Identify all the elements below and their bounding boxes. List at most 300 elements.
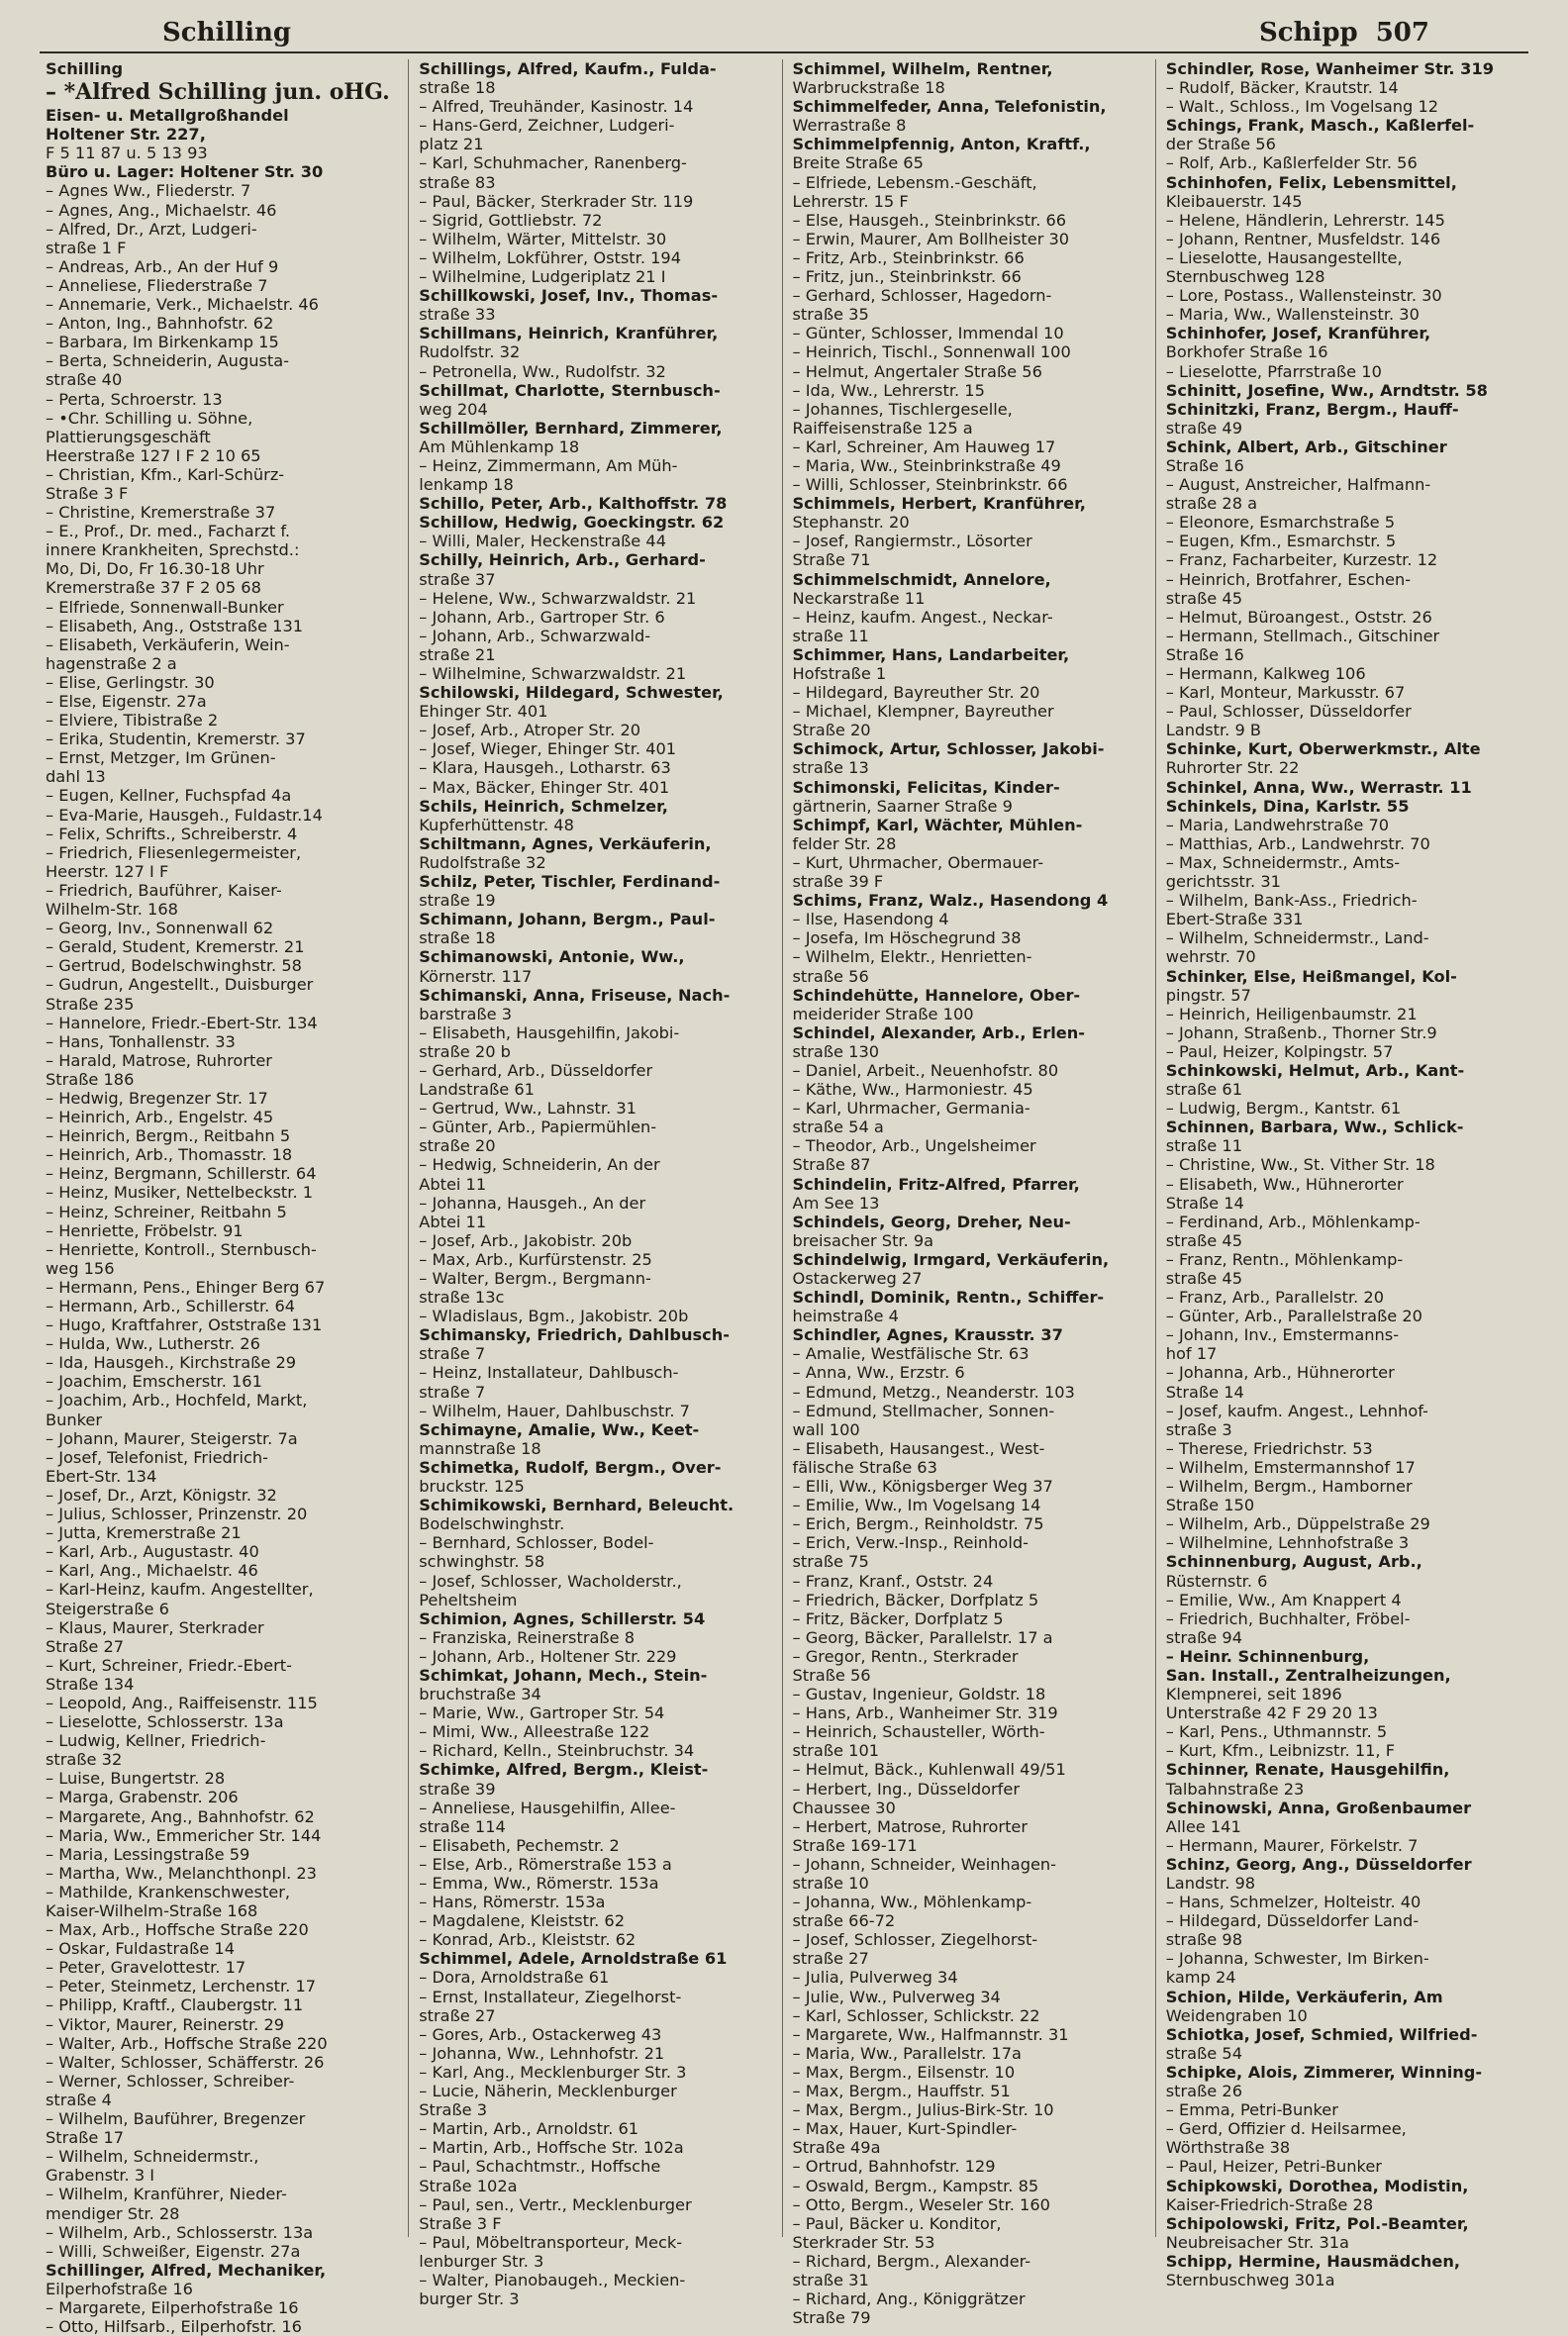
directory-entry-line: Schimmels, Herbert, Kranführer,	[792, 494, 1086, 514]
directory-entry-line: – Erich, Verw.-Insp., Reinhold-	[792, 1533, 1029, 1553]
directory-entry-line: – Heinz, Schreiner, Reitbahn 5	[46, 1202, 287, 1221]
directory-entry-line: – Anna, Ww., Erzstr. 6	[792, 1363, 965, 1383]
directory-entry-line: Rudolfstraße 32	[419, 852, 546, 872]
directory-entry-line: – Wilhelmine, Schwarzwaldstr. 21	[419, 664, 687, 683]
directory-entry-line: Straße 102a	[419, 2176, 518, 2195]
directory-entry-line: Straße 14	[1165, 1193, 1244, 1213]
directory-entry-line: straße 27	[792, 1949, 869, 1969]
directory-entry-line: Am See 13	[792, 1193, 880, 1213]
directory-entry-line: – Kurt, Kfm., Leibnizstr. 11, F	[1165, 1741, 1396, 1761]
directory-entry-line: – Hans, Arb., Wanheimer Str. 319	[792, 1703, 1058, 1723]
directory-entry-line: – Ernst, Metzger, Im Grünen-	[46, 748, 276, 768]
directory-entry-line: – Peter, Steinmetz, Lerchenstr. 17	[46, 1977, 317, 1996]
directory-entry-line: weg 204	[419, 399, 488, 419]
directory-entry-line: – Georg, Bäcker, Parallelstr. 17 a	[792, 1627, 1053, 1647]
directory-entry-line: Schimpf, Karl, Wächter, Mühlen-	[792, 815, 1083, 834]
directory-entry-line: – Hedwig, Bregenzer Str. 17	[46, 1088, 268, 1108]
directory-entry-line: – Maria, Lessingstraße 59	[46, 1844, 250, 1864]
directory-entry-line: – Paul, sen., Vertr., Mecklenburger	[419, 2194, 692, 2214]
directory-entry-line: – Maria, Ww., Steinbrinkstraße 49	[792, 455, 1061, 475]
directory-entry-line: straße 54	[1165, 2043, 1243, 2063]
directory-entry-line: – Paul, Bäcker, Sterkrader Str. 119	[419, 191, 694, 211]
directory-entry-line: – Johanna, Hausgeh., An der	[419, 1193, 646, 1213]
directory-entry-line: Eisen- u. Metallgroßhandel	[46, 106, 289, 126]
directory-entry-line: – Gertrud, Bodelschwinghstr. 58	[46, 956, 302, 976]
directory-entry-line: – Heinrich, Bergm., Reitbahn 5	[46, 1126, 291, 1146]
directory-entry-line: – Hermann, Stellmach., Gitschiner	[1165, 626, 1440, 645]
directory-entry-line: – Willi, Maler, Heckenstraße 44	[419, 532, 667, 551]
directory-entry-line: – Hermann, Arb., Schillerstr. 64	[46, 1297, 296, 1315]
directory-entry-line: Ruhrorter Str. 22	[1165, 758, 1300, 778]
directory-entry-line: – Heinrich, Arb., Thomasstr. 18	[46, 1145, 293, 1165]
directory-entry-line: – Josef, Schlosser, Wacholderstr.,	[419, 1571, 682, 1591]
directory-entry-line: Kremerstraße 37 F 2 05 68	[46, 578, 261, 598]
directory-entry-line: – Heinrich, Heiligenbaumstr. 21	[1165, 1004, 1418, 1023]
directory-entry-line: – Max, Bergm., Eilsenstr. 10	[792, 2062, 1016, 2082]
directory-entry-line: – Amalie, Westfälische Str. 63	[792, 1344, 1029, 1364]
directory-entry-line: – Oswald, Bergm., Kampstr. 85	[792, 2176, 1039, 2195]
directory-entry-line: mendiger Str. 28	[46, 2203, 180, 2223]
directory-entry-line: lenburger Str. 3	[419, 2251, 544, 2271]
directory-entry-line: – Josef, Schlosser, Ziegelhorst-	[792, 1930, 1038, 1950]
directory-entry-line: Talbahnstraße 23	[1165, 1779, 1305, 1799]
directory-entry-line: – Konrad, Arb., Kleiststr. 62	[419, 1930, 637, 1950]
directory-entry-line: – Luise, Bungertstr. 28	[46, 1769, 226, 1789]
directory-entry-line: Warbruckstraße 18	[792, 78, 945, 98]
directory-entry-line: – Else, Hausgeh., Steinbrinkstr. 66	[792, 210, 1067, 230]
directory-entry-line: Schion, Hilde, Verkäuferin, Am	[1165, 1987, 1443, 2006]
directory-entry-line: – Heinz, Zimmermann, Am Müh-	[419, 455, 678, 475]
directory-entry-line: felder Str. 28	[792, 833, 897, 853]
directory-entry-line: – Therese, Friedrichstr. 53	[1165, 1438, 1373, 1458]
directory-entry-line: Schink, Albert, Arb., Gitschiner	[1165, 437, 1447, 456]
directory-entry-line: – Lore, Postass., Wallensteinstr. 30	[1165, 286, 1442, 306]
directory-entry-line: – Julie, Ww., Pulverweg 34	[792, 1987, 1001, 2006]
directory-entry-line: – Paul, Schachtmstr., Hoffsche	[419, 2157, 661, 2177]
directory-entry-line: – Max, Schneidermstr., Amts-	[1165, 852, 1401, 872]
directory-entry-line: Grabenstr. 3 I	[46, 2166, 155, 2186]
directory-entry-line: Rudolfstr. 32	[419, 342, 521, 362]
directory-entry-line: bruckstr. 125	[419, 1477, 525, 1497]
directory-entry-line: – Matthias, Arb., Landwehrstr. 70	[1165, 833, 1430, 853]
directory-entry-line: Kleibauerstr. 145	[1165, 191, 1303, 211]
directory-entry-line: – Emma, Ww., Römerstr. 153a	[419, 1874, 659, 1893]
directory-entry-line: Straße 3 F	[46, 483, 129, 503]
directory-entry-line: Straße 169-171	[792, 1835, 918, 1855]
directory-entry-line: Straße 134	[46, 1674, 135, 1694]
directory-entry-line: – Erwin, Maurer, Am Bollheister 30	[792, 229, 1070, 248]
directory-entry-line: Eilperhofstraße 16	[46, 2279, 193, 2298]
directory-entry-line: – Paul, Heizer, Kolpingstr. 57	[1165, 1041, 1394, 1061]
directory-entry-line: Schinkel, Anna, Ww., Werrastr. 11	[1165, 777, 1472, 797]
directory-entry-line: – Josef, Arb., Jakobistr. 20b	[419, 1230, 633, 1250]
directory-entry-line: – Karl, Schlosser, Schlickstr. 22	[792, 2005, 1040, 2025]
directory-entry-line: – Johann, Arb., Gartroper Str. 6	[419, 607, 665, 627]
directory-entry-line: – Rolf, Arb., Kaßlerfelder Str. 56	[1165, 153, 1418, 173]
directory-entry-line: straße 40	[46, 370, 123, 390]
directory-entry-line: – Mathilde, Krankenschwester,	[46, 1882, 291, 1901]
directory-entry-line: – Paul, Bäcker u. Konditor,	[792, 2213, 1002, 2233]
directory-entry-line: Schimmel, Adele, Arnoldstraße 61	[419, 1949, 728, 1969]
directory-entry-line: – Heinr. Schinnenburg,	[1165, 1646, 1370, 1666]
directory-entry-line: Unterstraße 42 F 29 20 13	[1165, 1703, 1378, 1723]
directory-entry-line: wehrstr. 70	[1165, 947, 1256, 967]
directory-entry-line: Straße 79	[792, 2308, 871, 2328]
directory-entry-line: – Ferdinand, Arb., Möhlenkamp-	[1165, 1212, 1421, 1231]
directory-entry-line: – Rudolf, Bäcker, Krautstr. 14	[1165, 78, 1399, 98]
directory-entry-line: Rüsternstr. 6	[1165, 1571, 1268, 1591]
directory-entry-line: straße 45	[1165, 588, 1243, 608]
directory-entry-line: Schimock, Artur, Schlosser, Jakobi-	[792, 739, 1105, 759]
directory-entry-line: Wilhelm-Str. 168	[46, 900, 178, 920]
directory-entry-line: – Karl, Pens., Uthmannstr. 5	[1165, 1722, 1388, 1742]
directory-entry-line: – Gudrun, Angestellt., Duisburger	[46, 975, 314, 995]
directory-entry-line: – Hans, Tonhallenstr. 33	[46, 1031, 236, 1051]
directory-entry-line: – Wilhelm, Arb., Düppelstraße 29	[1165, 1514, 1430, 1534]
directory-entry-line: – Alfred, Dr., Arzt, Ludgeri-	[46, 219, 257, 239]
directory-entry-line: Straße 186	[46, 1069, 135, 1089]
directory-entry-line: – Johann, Inv., Emstermanns-	[1165, 1325, 1400, 1345]
directory-entry-line: straße 75	[792, 1552, 869, 1572]
directory-entry-line: – Josef, Dr., Arzt, Königstr. 32	[46, 1485, 277, 1505]
directory-entry-line: – Wilhelm, Elektr., Henrietten-	[792, 947, 1032, 967]
directory-entry-line: straße 20	[419, 1136, 496, 1156]
directory-entry-line: Schimmelschmidt, Annelore,	[792, 569, 1051, 589]
directory-entry-line: F 5 11 87 u. 5 13 93	[46, 144, 208, 163]
directory-entry-line: Abtei 11	[419, 1212, 487, 1231]
directory-entry-line: Ostackerweg 27	[792, 1269, 923, 1288]
directory-entry-line: Sternbuschweg 128	[1165, 267, 1325, 287]
directory-entry-line: Schillmans, Heinrich, Kranführer,	[419, 324, 719, 343]
directory-entry-line: Klempnerei, seit 1896	[1165, 1685, 1342, 1704]
directory-entry-line: straße 28 a	[1165, 494, 1258, 514]
directory-entry-line: – Mimi, Ww., Alleestraße 122	[419, 1722, 650, 1742]
directory-entry-line: – Max, Bergm., Hauffstr. 51	[792, 2082, 1011, 2101]
directory-entry-line: – Sigrid, Gottliebstr. 72	[419, 210, 603, 230]
directory-entry-line: Schipke, Alois, Zimmerer, Winning-	[1165, 2062, 1483, 2082]
directory-entry-line: straße 66-72	[792, 1911, 896, 1931]
page-number: 507	[1375, 18, 1429, 48]
directory-entry-line: – Anneliese, Hausgehilfin, Allee-	[419, 1798, 676, 1817]
directory-entry-line: straße 39 F	[792, 872, 884, 892]
directory-entry-line: – Josef, Wieger, Ehinger Str. 401	[419, 739, 677, 759]
directory-entry-line: – Lieselotte, Schlosserstr. 13a	[46, 1712, 284, 1732]
directory-entry-line: – Karl, Monteur, Markusstr. 67	[1165, 683, 1406, 703]
directory-entry-line: Landstraße 61	[419, 1080, 535, 1100]
directory-entry-line: Straße 14	[1165, 1382, 1244, 1402]
directory-column-4	[1165, 59, 1528, 2289]
directory-entry-line: Schillmat, Charlotte, Sternbusch-	[419, 380, 721, 400]
directory-entry-line: – Johann, Arb., Holtener Str. 229	[419, 1646, 677, 1666]
directory-entry-line: Mo, Di, Do, Fr 16.30-18 Uhr	[46, 559, 264, 579]
directory-entry-line: Hofstraße 1	[792, 664, 887, 683]
directory-entry-line: – Franz, Facharbeiter, Kurzestr. 12	[1165, 550, 1438, 570]
directory-entry-line: Schindehütte, Hannelore, Ober-	[792, 985, 1081, 1005]
directory-entry-line: burger Str. 3	[419, 2289, 520, 2309]
directory-entry-line: straße 10	[792, 1874, 869, 1893]
directory-entry-line: – •Chr. Schilling u. Söhne,	[46, 408, 253, 428]
directory-entry-line: straße 26	[1165, 2082, 1243, 2101]
directory-entry-line: Schimansky, Friedrich, Dahlbusch-	[419, 1325, 730, 1345]
directory-entry-line: – Johann, Straßenb., Thorner Str.9	[1165, 1022, 1437, 1042]
directory-entry-line: Schimanski, Anna, Friseuse, Nach-	[419, 985, 731, 1005]
directory-entry-line: wall 100	[792, 1419, 860, 1439]
directory-entry-line: – Erika, Studentin, Kremerstr. 37	[46, 730, 306, 749]
directory-columns	[46, 59, 1528, 2336]
directory-entry-line: schwinghstr. 58	[419, 1552, 545, 1572]
directory-entry-line: barstraße 3	[419, 1004, 513, 1023]
directory-entry-line: – Hans, Römerstr. 153a	[419, 1893, 606, 1912]
directory-entry-line: – Johann, Arb., Schwarzwald-	[419, 626, 651, 645]
directory-entry-line: – Christine, Ww., St. Vither Str. 18	[1165, 1155, 1435, 1175]
directory-entry-line: Plattierungsgeschäft	[46, 427, 211, 446]
directory-entry-line: – Christian, Kfm., Karl-Schürz-	[46, 464, 285, 484]
directory-entry-line: – Elise, Gerlingstr. 30	[46, 672, 215, 692]
directory-entry-line: straße 61	[1165, 1080, 1243, 1100]
directory-entry-line: straße 49	[1165, 418, 1243, 438]
directory-entry-line: Schils, Heinrich, Schmelzer,	[419, 796, 668, 816]
directory-entry-line: Ebert-Str. 134	[46, 1466, 157, 1486]
directory-entry-line: straße 13	[792, 758, 869, 778]
directory-entry-line: Sternbuschweg 301a	[1165, 2270, 1335, 2289]
directory-entry-line: – Heinrich, Schausteller, Wörth-	[792, 1722, 1045, 1742]
directory-entry-line: Schindl, Dominik, Rentn., Schiffer-	[792, 1288, 1105, 1308]
directory-entry-line: – Wilhelm, Schneidermstr.,	[46, 2147, 259, 2167]
directory-entry-line: – Lieselotte, Hausangestellte,	[1165, 247, 1403, 267]
directory-entry-line: – Herbert, Ing., Düsseldorfer	[792, 1779, 1020, 1799]
directory-entry-line: – Michael, Klempner, Bayreuther	[792, 702, 1054, 722]
directory-entry-line: Straße 17	[46, 2128, 125, 2148]
directory-entry-line: heimstraße 4	[792, 1307, 899, 1326]
directory-entry-line: Schipkowski, Dorothea, Modistin,	[1165, 2176, 1469, 2195]
directory-entry-line: – Joachim, Emscherstr. 161	[46, 1372, 262, 1392]
directory-entry-line: Straße 49a	[792, 2138, 881, 2158]
directory-entry-line: – Johanna, Ww., Lehnhofstr. 21	[419, 2043, 665, 2063]
directory-entry-line: Schillo, Peter, Arb., Kalthoffstr. 78	[419, 494, 728, 514]
directory-entry-line: Schings, Frank, Masch., Kaßlerfel-	[1165, 116, 1475, 136]
running-head-right	[1259, 18, 1429, 48]
directory-entry-line: Sterkrader Str. 53	[792, 2232, 935, 2252]
directory-entry-line: – Heinz, Installateur, Dahlbusch-	[419, 1363, 679, 1383]
directory-entry-line: – Emma, Petri-Bunker	[1165, 2100, 1338, 2120]
directory-entry-line: Schindel, Alexander, Arb., Erlen-	[792, 1022, 1085, 1042]
directory-entry-line: – August, Anstreicher, Halfmann-	[1165, 475, 1431, 495]
directory-entry-line: – Heinz, Musiker, Nettelbeckstr. 1	[46, 1183, 314, 1203]
page-header	[40, 10, 1528, 53]
directory-entry-line: – Elisabeth, Verkäuferin, Wein-	[46, 634, 290, 654]
directory-entry-line: – Martin, Arb., Hoffsche Str. 102a	[419, 2138, 684, 2158]
directory-entry-line: – Werner, Schlosser, Schreiber-	[46, 2071, 295, 2091]
directory-entry-line: Schillkowski, Josef, Inv., Thomas-	[419, 286, 719, 306]
directory-entry-line: – Hermann, Maurer, Förkelstr. 7	[1165, 1835, 1419, 1855]
directory-entry-line: – Elfriede, Lebensm.-Geschäft,	[792, 172, 1037, 192]
directory-entry-line: Schinke, Kurt, Oberwerkmstr., Alte	[1165, 739, 1481, 759]
directory-entry-line: Straße 87	[792, 1155, 871, 1175]
directory-entry-line: Schillow, Hedwig, Goeckingstr. 62	[419, 513, 725, 533]
directory-entry-line: straße 1 F	[46, 238, 127, 257]
directory-entry-line: dahl 13	[46, 767, 106, 787]
directory-entry-line: straße 101	[792, 1741, 880, 1761]
directory-entry-line: Kupferhüttenstr. 48	[419, 815, 574, 834]
directory-entry-line: – Eugen, Kfm., Esmarchstr. 5	[1165, 532, 1397, 551]
directory-entry-line: – Eva-Marie, Hausgeh., Fuldastr.14	[46, 805, 323, 825]
directory-entry-line: – Ida, Hausgeh., Kirchstraße 29	[46, 1353, 297, 1373]
directory-entry-line: – Johann, Rentner, Musfeldstr. 146	[1165, 229, 1441, 248]
directory-entry-line: – Gerhard, Schlosser, Hagedorn-	[792, 286, 1052, 306]
directory-entry-line: – Maria, Ww., Wallensteinstr. 30	[1165, 305, 1420, 325]
directory-entry-line: – Hermann, Pens., Ehinger Berg 67	[46, 1277, 326, 1297]
directory-entry-line: Schimmelpfennig, Anton, Kraftf.,	[792, 135, 1091, 154]
directory-entry-line: mannstraße 18	[419, 1438, 541, 1458]
directory-entry-line: Schinker, Else, Heißmangel, Kol-	[1165, 966, 1457, 986]
directory-entry-line: – Walter, Schlosser, Schäfferstr. 26	[46, 2052, 325, 2072]
directory-entry-line: – Julia, Pulverweg 34	[792, 1968, 958, 1988]
directory-entry-line: – Hildegard, Bayreuther Str. 20	[792, 683, 1040, 703]
directory-entry-line: – Elisabeth, Ang., Oststraße 131	[46, 616, 304, 635]
directory-entry-line: – Franz, Rentn., Möhlenkamp-	[1165, 1249, 1404, 1269]
directory-entry-line: Schinnenburg, August, Arb.,	[1165, 1552, 1422, 1572]
directory-entry-line: Raiffeisenstraße 125 a	[792, 418, 973, 438]
directory-entry-line: – Edmund, Metzg., Neanderstr. 103	[792, 1382, 1075, 1402]
directory-entry-line: Schimikowski, Bernhard, Beleucht.	[419, 1496, 735, 1515]
directory-entry-line: – Emilie, Ww., Im Vogelsang 14	[792, 1496, 1041, 1515]
directory-entry-line: Heerstr. 127 I F	[46, 861, 169, 881]
directory-entry-line: Wörthstraße 38	[1165, 2138, 1291, 2158]
directory-entry-line: – Josefa, Im Höschegrund 38	[792, 928, 1022, 948]
directory-entry-line: Schilz, Peter, Tischler, Ferdinand-	[419, 872, 721, 892]
directory-entry-line: – Josef, Arb., Atroper Str. 20	[419, 721, 641, 740]
directory-entry-line: – Paul, Möbeltransporteur, Meck-	[419, 2232, 683, 2252]
directory-entry-line: – Henriette, Fröbelstr. 91	[46, 1220, 244, 1240]
directory-entry-line: – Marga, Grabenstr. 206	[46, 1788, 239, 1807]
directory-entry-line: Schimetka, Rudolf, Bergm., Over-	[419, 1457, 722, 1477]
directory-entry-line: – Berta, Schneiderin, Augusta-	[46, 351, 290, 371]
directory-entry-line: – Hedwig, Schneiderin, An der	[419, 1155, 660, 1175]
directory-entry-line: Peheltsheim	[419, 1590, 518, 1609]
directory-entry-line: – Dora, Arnoldstraße 61	[419, 1968, 610, 1988]
directory-entry-line: – Hermann, Kalkweg 106	[1165, 664, 1366, 683]
directory-entry-line: – Elli, Ww., Königsberger Weg 37	[792, 1477, 1053, 1497]
directory-column-1	[46, 59, 409, 2336]
directory-entry-line: straße 20 b	[419, 1041, 511, 1061]
directory-entry-line: Werrastraße 8	[792, 116, 907, 136]
directory-entry-line: – Lieselotte, Pfarrstraße 10	[1165, 361, 1382, 381]
directory-entry-line: – Elisabeth, Ww., Hühnerorter	[1165, 1174, 1404, 1194]
directory-entry-line: – Gregor, Rentn., Sterkrader	[792, 1646, 1019, 1666]
directory-entry-line: – Margarete, Ang., Bahnhofstr. 62	[46, 1806, 315, 1826]
directory-entry-line: Abtei 11	[419, 1174, 487, 1194]
directory-entry-line: Schimmel, Wilhelm, Rentner,	[792, 59, 1053, 78]
directory-entry-line: – Otto, Hilfsarb., Eilperhofstr. 16	[46, 2317, 302, 2336]
directory-entry-line: – Anton, Ing., Bahnhofstr. 62	[46, 314, 274, 334]
directory-entry-line: Chaussee 30	[792, 1798, 896, 1817]
directory-entry-line: Schinhofen, Felix, Lebensmittel,	[1165, 172, 1457, 192]
directory-entry-line: – Josef, Telefonist, Friedrich-	[46, 1447, 268, 1467]
directory-entry-line: – Wilhelm, Arb., Schlosserstr. 13a	[46, 2222, 314, 2242]
directory-entry-line: – Hans-Gerd, Zeichner, Ludgeri-	[419, 116, 675, 136]
directory-entry-line: Stephanstr. 20	[792, 513, 910, 533]
directory-entry-line: Ebert-Straße 331	[1165, 910, 1304, 929]
directory-entry-line: – Helmut, Bäck., Kuhlenwall 49/51	[792, 1760, 1066, 1780]
directory-entry-line: – Margarete, Ww., Halfmannstr. 31	[792, 2024, 1069, 2044]
directory-entry-line: – Max, Arb., Kurfürstenstr. 25	[419, 1249, 652, 1269]
directory-entry-line: Schinkowski, Helmut, Arb., Kant-	[1165, 1060, 1465, 1080]
directory-entry-line: straße 37	[419, 569, 496, 589]
directory-entry-line: Bodelschwinghstr.	[419, 1514, 565, 1534]
directory-entry-line: Schiltmann, Agnes, Verkäuferin,	[419, 833, 712, 853]
directory-entry-line: – Margarete, Eilperhofstraße 16	[46, 2297, 299, 2317]
directory-entry-line: – Johanna, Arb., Hühnerorter	[1165, 1363, 1395, 1383]
directory-entry-line: – Wilhelm, Wärter, Mittelstr. 30	[419, 229, 667, 248]
directory-entry-line: Schilling	[46, 59, 124, 78]
directory-entry-line: Allee 141	[1165, 1816, 1241, 1836]
directory-entry-line: – Fritz, jun., Steinbrinkstr. 66	[792, 267, 1022, 287]
directory-entry-line: – Gerald, Student, Kremerstr. 21	[46, 937, 305, 957]
directory-entry-line: – Bernhard, Schlosser, Bodel-	[419, 1533, 654, 1553]
directory-entry-line: Straße 3	[419, 2100, 488, 2120]
directory-entry-line: – *Alfred Schilling jun. oHG.	[46, 79, 390, 106]
directory-entry-line: Straße 16	[1165, 455, 1244, 475]
directory-entry-line: – Franz, Arb., Parallelstr. 20	[1165, 1288, 1385, 1308]
directory-entry-line: – Else, Arb., Römerstraße 153 a	[419, 1854, 672, 1874]
directory-entry-line: – Marie, Ww., Gartroper Str. 54	[419, 1703, 665, 1723]
directory-entry-line: – Wilhelmine, Ludgeriplatz 21 I	[419, 267, 666, 287]
directory-column-3	[792, 59, 1156, 2328]
directory-entry-line: – Hans, Schmelzer, Holteistr. 40	[1165, 1893, 1421, 1912]
directory-entry-line: gerichtsstr. 31	[1165, 872, 1281, 892]
directory-entry-line: – Fritz, Bäcker, Dorfplatz 5	[792, 1608, 1004, 1628]
directory-entry-line: – Anneliese, Fliederstraße 7	[46, 275, 268, 295]
directory-entry-line: – Otto, Bergm., Weseler Str. 160	[792, 2194, 1050, 2214]
directory-entry-line: Schinhofer, Josef, Kranführer,	[1165, 324, 1431, 343]
directory-column-2	[419, 59, 782, 2309]
directory-entry-line: – Andreas, Arb., An der Huf 9	[46, 256, 279, 276]
directory-entry-line: – Walter, Pianobaugeh., Meckien-	[419, 2270, 686, 2289]
directory-entry-line: San. Install., Zentralheizungen,	[1165, 1665, 1451, 1685]
directory-entry-line: Schimanowski, Antonie, Ww.,	[419, 947, 685, 967]
directory-entry-line: Bunker	[46, 1410, 103, 1429]
directory-entry-line: – Karl, Ang., Michaelstr. 46	[46, 1561, 258, 1581]
directory-entry-line: Weidengraben 10	[1165, 2005, 1308, 2025]
directory-entry-line: – Heinrich, Arb., Engelstr. 45	[46, 1108, 274, 1127]
directory-entry-line: – Kurt, Uhrmacher, Obermauer-	[792, 852, 1044, 872]
directory-entry-line: – Philipp, Kraftf., Claubergstr. 11	[46, 1995, 304, 2015]
running-head-name: Schipp	[1258, 18, 1358, 48]
directory-entry-line: – Ilse, Hasendong 4	[792, 910, 949, 929]
directory-entry-line: Schimmer, Hans, Landarbeiter,	[792, 644, 1070, 664]
directory-entry-line: – Gerhard, Arb., Düsseldorfer	[419, 1060, 653, 1080]
directory-entry-line: Ehinger Str. 401	[419, 702, 548, 722]
directory-entry-line: – Eleonore, Esmarchstraße 5	[1165, 513, 1396, 533]
directory-entry-line: – Georg, Inv., Sonnenwall 62	[46, 919, 274, 938]
directory-entry-line: – Barbara, Im Birkenkamp 15	[46, 333, 279, 352]
directory-entry-line: – Wilhelm, Bauführer, Bregenzer	[46, 2109, 306, 2129]
directory-entry-line: straße 98	[1165, 1930, 1243, 1950]
directory-entry-line: straße 18	[419, 928, 496, 948]
directory-entry-line: Schiotka, Josef, Schmied, Wilfried-	[1165, 2024, 1478, 2044]
directory-entry-line: Holtener Str. 227,	[46, 125, 206, 145]
directory-entry-line: Schimonski, Felicitas, Kinder-	[792, 777, 1060, 797]
directory-entry-line: straße 35	[792, 305, 869, 325]
directory-entry-line: Schimayne, Amalie, Ww., Keet-	[419, 1419, 700, 1439]
directory-entry-line: straße 19	[419, 891, 496, 911]
directory-entry-line: – Erich, Bergm., Reinholdstr. 75	[792, 1514, 1044, 1534]
directory-entry-line: Schipolowski, Fritz, Pol.-Beamter,	[1165, 2213, 1469, 2233]
directory-entry-line: straße 4	[46, 2090, 112, 2109]
directory-entry-line: – Petronella, Ww., Rudolfstr. 32	[419, 361, 666, 381]
directory-entry-line: – Maria, Landwehrstraße 70	[1165, 815, 1390, 834]
directory-entry-line: weg 156	[46, 1258, 115, 1278]
